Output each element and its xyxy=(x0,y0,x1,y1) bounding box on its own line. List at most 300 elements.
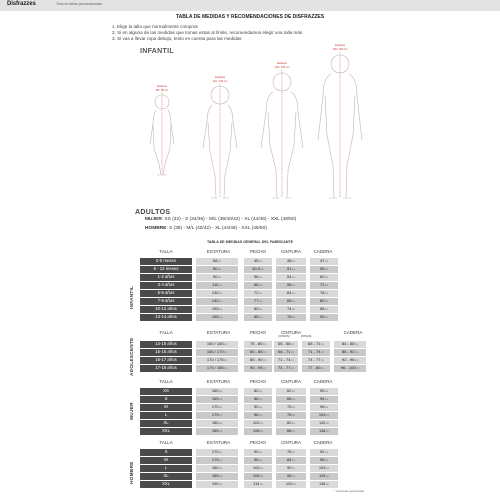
unit-label: cm xyxy=(291,301,295,303)
estatura-cell xyxy=(196,290,238,297)
estatura-cell-value: 130 xyxy=(211,290,219,295)
estatura-cell xyxy=(196,420,238,427)
unit-label: cm xyxy=(217,261,221,263)
side-label-adolescente: ADOLESCENTE xyxy=(130,337,135,376)
table-row xyxy=(140,420,380,427)
table-row xyxy=(140,258,380,265)
pecho-cell xyxy=(244,306,272,313)
col-talla: TALLA xyxy=(159,379,173,384)
unit-label: cm xyxy=(217,277,221,279)
estatura-cell-value: 165 / 170 xyxy=(206,349,224,354)
row-size-label: 15-16 años xyxy=(140,349,192,356)
unit-label: cm xyxy=(324,452,328,454)
infantil-heading: INFANTIL xyxy=(140,48,174,55)
cadera-cell-value: 80 xyxy=(319,298,325,303)
table-header-hombre xyxy=(140,440,380,447)
unit-label: cm xyxy=(259,484,263,486)
row-size-label: XL xyxy=(140,473,192,480)
cintura-cell xyxy=(276,420,306,427)
cadera-cell-value: 78 xyxy=(319,290,325,295)
cintura-cell-value: 90 xyxy=(286,465,292,470)
pecho-cell xyxy=(244,266,272,273)
cadera-cell-value: 104 xyxy=(318,412,326,417)
unit-label: cm xyxy=(291,269,295,271)
cintura-chicas-cell xyxy=(302,349,330,356)
cintura-cell-value: 88 xyxy=(286,428,292,433)
estatura-cell xyxy=(196,465,238,472)
col-estatura: ESTATURA xyxy=(206,440,231,445)
cadera-cell xyxy=(310,412,338,419)
unit-label: cm xyxy=(224,352,228,354)
row-size-label: M xyxy=(140,404,192,411)
col-pecho: PECHO xyxy=(249,249,266,254)
unit-label: cm xyxy=(219,309,223,311)
col-pecho: PECHO xyxy=(249,379,266,384)
row-size-label: XXL xyxy=(140,428,192,435)
cintura-chicas-cell xyxy=(302,357,330,364)
cintura-cell xyxy=(276,258,306,265)
cadera-cell xyxy=(334,341,366,348)
estatura-cell-value: 180 xyxy=(211,465,219,470)
cintura-chicas-cell xyxy=(302,365,330,372)
pecho-cell-value: 86 xyxy=(253,396,259,401)
unit-label: cm xyxy=(291,460,295,462)
estatura-cell xyxy=(196,396,238,403)
cintura-cell xyxy=(276,282,306,289)
pecho-cell-value: 72 xyxy=(253,290,259,295)
cadera-cell-value: 110 xyxy=(319,473,326,478)
cadera-cell xyxy=(310,428,338,435)
unit-label: cm xyxy=(324,407,328,409)
col-estatura: ESTATURA xyxy=(206,249,231,254)
table-row xyxy=(140,396,380,403)
row-size-label: 10-12 años xyxy=(140,306,192,313)
cintura-cell xyxy=(276,298,306,305)
unit-label: cm xyxy=(356,368,360,370)
cadera-cell-value: 90 xyxy=(319,388,325,393)
pecho-cell xyxy=(244,412,272,419)
cintura-cell xyxy=(276,465,306,472)
unit-label: cm xyxy=(262,344,266,346)
pecho-cell xyxy=(244,341,272,348)
table-row xyxy=(140,266,380,273)
side-label-mujer: MUJER xyxy=(130,402,135,420)
unit-label: cm xyxy=(290,344,294,346)
figure-tag-1-line2: 68 / 95 cm xyxy=(155,89,169,92)
row-size-label: 14-15 años xyxy=(140,341,192,348)
unit-label: cm xyxy=(291,415,295,417)
col-cadera: CADERA xyxy=(313,249,333,254)
pecho-cell xyxy=(244,258,272,265)
col-estatura: ESTATURA xyxy=(206,330,231,335)
estatura-cell-value: 175 xyxy=(211,412,219,417)
cintura-chicas-cell-value: 77 - 80 xyxy=(307,365,321,370)
unit-label: cm xyxy=(291,317,295,319)
cintura-chicos-cell xyxy=(274,357,298,364)
estatura-cell-value: 155 xyxy=(211,306,219,311)
col-chicos: (CHICOS) xyxy=(278,335,290,338)
estatura-cell-value: 140 xyxy=(211,298,219,303)
table-row xyxy=(140,349,380,356)
cadera-cell xyxy=(310,282,338,289)
col-chicas: (CHICAS) xyxy=(300,335,312,338)
cintura-cell xyxy=(276,396,306,403)
cintura-chicas-cell-value: 74 - 77 xyxy=(307,357,321,362)
unit-label: cm xyxy=(258,407,262,409)
pecho-cell xyxy=(244,473,272,480)
unit-label: cm xyxy=(224,368,228,370)
pecho-cell-value: 108 xyxy=(252,473,260,478)
cadera-cell-value: 116 xyxy=(319,428,326,433)
unit-label: cm xyxy=(258,261,262,263)
unit-label: cm xyxy=(320,344,324,346)
estatura-cell-value: 185 xyxy=(211,473,219,478)
table-header-infantil xyxy=(140,249,380,256)
footnote: * Contenido aproximado xyxy=(334,489,365,493)
pecho-cell-value: 114 xyxy=(253,481,260,486)
hombre-sizes: S (38) - M/L (40/42) - XL (44/46) - XXL (48/50) xyxy=(169,226,267,231)
row-size-label: 0-6 meses xyxy=(140,258,192,265)
unit-label: cm xyxy=(324,460,328,462)
unit-label: cm xyxy=(324,277,328,279)
cintura-cell-value: 54 xyxy=(286,274,292,279)
estatura-cell-value: 80 xyxy=(212,266,218,271)
cintura-cell xyxy=(276,314,306,321)
pecho-cell-value: 80 - 85 xyxy=(249,349,263,354)
row-size-label: XXL xyxy=(140,481,192,488)
row-size-label: 13-14 años xyxy=(140,314,192,321)
cadera-cell xyxy=(310,388,338,395)
cadera-cell-value: 92 - 96 xyxy=(341,357,355,362)
cadera-cell-value: 116 xyxy=(319,481,326,486)
cintura-chicos-cell-value: 65 - 68 xyxy=(277,341,291,346)
row-size-label: S xyxy=(140,396,192,403)
pecho-cell xyxy=(244,290,272,297)
unit-label: cm xyxy=(262,360,266,362)
unit-label: cm xyxy=(258,415,262,417)
cintura-chicos-cell-value: 71 - 74 xyxy=(277,357,291,362)
cadera-cell xyxy=(310,306,338,313)
cadera-cell-value: 104 xyxy=(318,465,326,470)
unit-label: cm xyxy=(293,484,297,486)
cadera-cell-value: 88 - 92 xyxy=(341,349,355,354)
unit-label: cm xyxy=(258,293,262,295)
table-row xyxy=(140,465,380,472)
unit-label: cm xyxy=(260,423,264,425)
row-size-label: 5-6 años xyxy=(140,290,192,297)
unit-label: cm xyxy=(325,484,329,486)
cadera-cell-value: 92 xyxy=(319,449,325,454)
cadera-cell xyxy=(310,465,338,472)
figure-tag-2-line2: 110 / 130 cm xyxy=(212,80,228,83)
adultos-heading: ADULTOS xyxy=(135,209,171,216)
unit-label: cm xyxy=(219,407,223,409)
table-row xyxy=(140,473,380,480)
col-cadera: CADERA xyxy=(343,330,363,335)
estatura-cell xyxy=(196,365,238,372)
top-bar xyxy=(0,0,500,11)
pecho-cell-value: 45 xyxy=(253,258,259,263)
unit-label: cm xyxy=(258,399,262,401)
cadera-cell xyxy=(310,290,338,297)
cintura-cell xyxy=(276,274,306,281)
unit-label: cm xyxy=(324,317,328,319)
unit-label: cm xyxy=(219,415,223,417)
pecho-cell-value: 90 - 95 xyxy=(249,365,263,370)
pecho-cell-value: 90 xyxy=(253,449,259,454)
cintura-chicos-cell xyxy=(274,341,298,348)
pecho-cell-value: 96 xyxy=(253,457,259,462)
unit-label: cm xyxy=(219,431,223,433)
table-row xyxy=(140,306,380,313)
col-estatura: ESTATURA xyxy=(206,379,231,384)
col-cintura: CINTURA xyxy=(281,379,301,384)
cadera-cell xyxy=(310,266,338,273)
unit-label: cm xyxy=(260,269,264,271)
unit-label: cm xyxy=(260,476,264,478)
figure-tag-4-line1: Estatura xyxy=(335,44,345,47)
col-talla: TALLA xyxy=(159,330,173,335)
estatura-cell xyxy=(196,341,238,348)
unit-label: cm xyxy=(291,407,295,409)
row-size-label: 7-9 años xyxy=(140,298,192,305)
cadera-cell xyxy=(310,481,338,488)
brand-logo[interactable]: Disfrazzes xyxy=(7,1,36,7)
unit-label: cm xyxy=(324,391,328,393)
table-row xyxy=(140,412,380,419)
pecho-cell xyxy=(244,274,272,281)
unit-label: cm xyxy=(260,431,264,433)
unit-label: cm xyxy=(262,352,266,354)
pecho-cell-value: 102 xyxy=(252,420,260,425)
row-size-label: 6 - 12 meses xyxy=(140,266,192,273)
unit-label: cm xyxy=(291,452,295,454)
col-cintura: CINTURA xyxy=(281,249,301,254)
estatura-cell xyxy=(196,274,238,281)
figure-tag-2-line1: Estatura xyxy=(215,76,225,79)
cintura-cell-value: 66 xyxy=(286,396,292,401)
unit-label: cm xyxy=(324,309,328,311)
cintura-chicas-cell xyxy=(302,341,330,348)
unit-label: cm xyxy=(219,391,223,393)
table-row xyxy=(140,365,380,372)
estatura-cell xyxy=(196,412,238,419)
mujer-sizes: XS (32) - S (34/36) - M/L (38/40/42) - XL (44/46) - XXL (48/50) xyxy=(164,217,297,222)
pecho-cell xyxy=(244,428,272,435)
size-table-title: TABLA DE MEDIDAS GENERAL DEL FABRICANTE xyxy=(206,240,294,244)
pecho-cell-value: 75 - 80 xyxy=(249,341,263,346)
row-size-label: L xyxy=(140,465,192,472)
unit-label: cm xyxy=(258,460,262,462)
pecho-cell xyxy=(244,457,272,464)
col-cintura: CINTURA xyxy=(281,440,301,445)
unit-label: cm xyxy=(258,452,262,454)
cadera-cell-value: 88 xyxy=(319,306,325,311)
col-pecho: PECHO xyxy=(249,440,266,445)
cadera-cell-value: 47 xyxy=(319,258,325,263)
cadera-cell xyxy=(310,258,338,265)
figure-tag-3-line1: Estatura xyxy=(277,62,287,65)
table-row xyxy=(140,341,380,348)
col-cadera: CADERA xyxy=(313,379,333,384)
cintura-cell xyxy=(276,412,306,419)
col-cadera: CADERA xyxy=(313,440,333,445)
cintura-chicos-cell xyxy=(274,349,298,356)
unit-label: cm xyxy=(291,285,295,287)
cintura-cell xyxy=(276,428,306,435)
pecho-cell xyxy=(244,396,272,403)
row-size-label: XL xyxy=(140,420,192,427)
table-row xyxy=(140,481,380,488)
col-pecho: PECHO xyxy=(249,330,266,335)
estatura-cell-value: 170 xyxy=(211,404,219,409)
estatura-cell xyxy=(196,314,238,321)
pecho-cell-value: 85 xyxy=(253,314,259,319)
cadera-cell-value: 90 xyxy=(319,314,325,319)
unit-label: cm xyxy=(258,317,262,319)
cintura-cell-value: 78 xyxy=(286,314,292,319)
table-row xyxy=(140,457,380,464)
cintura-cell-value: 102 xyxy=(285,481,293,486)
pecho-cell-value: 96 xyxy=(253,412,259,417)
adultos-hombre-line: HOMBRE: S (38) - M/L (40/42) - XL (44/46) - XXL (48/50) xyxy=(145,226,267,231)
pecho-cell-value: 85 - 90 xyxy=(249,357,263,362)
row-size-label: M xyxy=(140,457,192,464)
estatura-cell-value: 175 / 185 xyxy=(206,365,224,370)
unit-label: cm xyxy=(324,293,328,295)
col-talla: TALLA xyxy=(159,440,173,445)
table-header-mujer xyxy=(140,379,380,386)
pecho-cell-value: 90 xyxy=(253,404,259,409)
cadera-cell xyxy=(334,349,366,356)
cadera-cell-value: 98 xyxy=(319,457,325,462)
estatura-cell xyxy=(196,481,238,488)
side-label-hombre: HOMBRE xyxy=(130,461,135,484)
unit-label: cm xyxy=(291,309,295,311)
estatura-cell-value: 90 xyxy=(212,274,218,279)
step-2: 2. Si en alguna de las medidas que tomas estas al límite, recomendamos elegir una talla más xyxy=(112,30,303,36)
cadera-cell-value: 98 xyxy=(319,404,325,409)
brand-slogan: Todo en tallas personalizadas xyxy=(56,2,103,6)
cintura-cell xyxy=(276,473,306,480)
cintura-cell xyxy=(276,481,306,488)
unit-label: cm xyxy=(354,344,358,346)
estatura-cell-value: 185 xyxy=(211,428,219,433)
cintura-cell-value: 78 xyxy=(286,449,292,454)
unit-label: cm xyxy=(218,285,222,287)
cintura-cell-value: 96 xyxy=(286,473,292,478)
unit-label: cm xyxy=(258,277,262,279)
row-size-label: 16-17 años xyxy=(140,357,192,364)
cintura-cell xyxy=(276,306,306,313)
estatura-cell xyxy=(196,473,238,480)
row-size-label: XS xyxy=(140,388,192,395)
table-row xyxy=(140,298,380,305)
cadera-cell-value: 58 xyxy=(319,266,325,271)
unit-label: cm xyxy=(291,476,295,478)
cintura-chicas-cell-value: 68 - 71 xyxy=(307,341,321,346)
row-size-label: 1-2 años xyxy=(140,274,192,281)
cintura-cell-value: 51 xyxy=(286,266,292,271)
cintura-cell xyxy=(276,404,306,411)
cintura-chicos-cell-value: 68 - 71 xyxy=(277,349,291,354)
unit-label: cm xyxy=(354,360,358,362)
pecho-cell xyxy=(244,420,272,427)
table-row xyxy=(140,404,380,411)
unit-label: cm xyxy=(324,399,328,401)
cintura-chicas-cell-value: 71 - 74 xyxy=(307,349,321,354)
row-size-label: 17-18 años xyxy=(140,365,192,372)
table-row xyxy=(140,290,380,297)
pecho-cell xyxy=(244,357,272,364)
row-size-label: 3-4 años xyxy=(140,282,192,289)
estatura-cell-value: 110 xyxy=(212,282,219,287)
cintura-cell-value: 64 xyxy=(286,290,292,295)
estatura-cell xyxy=(196,306,238,313)
cadera-cell xyxy=(310,449,338,456)
pecho-cell-value: 108 xyxy=(252,428,260,433)
estatura-cell xyxy=(196,349,238,356)
pecho-cell-value: 102 xyxy=(252,465,260,470)
estatura-cell-value: 165 xyxy=(211,396,219,401)
unit-label: cm xyxy=(325,431,329,433)
pecho-cell-value: 56 xyxy=(253,274,259,279)
estatura-cell xyxy=(196,266,238,273)
pecho-cell-value: 50.5 xyxy=(252,266,261,271)
pecho-cell-value: 77 xyxy=(253,298,259,303)
child-figures-illustration xyxy=(120,40,500,205)
cadera-cell xyxy=(310,314,338,321)
unit-label: cm xyxy=(326,468,330,470)
cadera-cell-value: 94 xyxy=(319,396,325,401)
table-row xyxy=(140,357,380,364)
unit-label: cm xyxy=(291,423,295,425)
estatura-cell-value: 160 xyxy=(211,388,219,393)
unit-label: cm xyxy=(324,269,328,271)
pecho-cell xyxy=(244,465,272,472)
unit-label: cm xyxy=(262,368,266,370)
estatura-cell xyxy=(196,298,238,305)
estatura-cell-value: 170 xyxy=(211,449,219,454)
cadera-cell xyxy=(310,404,338,411)
cintura-cell xyxy=(276,449,306,456)
cadera-cell xyxy=(310,473,338,480)
cadera-cell xyxy=(310,298,338,305)
table-row xyxy=(140,314,380,321)
row-size-label: S xyxy=(140,449,192,456)
unit-label: cm xyxy=(219,484,223,486)
cintura-cell xyxy=(276,290,306,297)
cadera-cell xyxy=(334,357,366,364)
cadera-cell xyxy=(310,396,338,403)
unit-label: cm xyxy=(326,415,330,417)
pecho-cell xyxy=(244,481,272,488)
unit-label: cm xyxy=(291,261,295,263)
unit-label: cm xyxy=(320,368,324,370)
hombre-label: HOMBRE xyxy=(145,226,167,231)
unit-label: cm xyxy=(291,431,295,433)
unit-label: cm xyxy=(291,391,295,393)
unit-label: cm xyxy=(260,468,264,470)
estatura-cell-value: 190 xyxy=(211,481,219,486)
unit-label: cm xyxy=(224,344,228,346)
cadera-cell xyxy=(334,365,366,372)
unit-label: cm xyxy=(217,269,221,271)
cadera-cell xyxy=(310,457,338,464)
cadera-cell xyxy=(310,274,338,281)
col-cintura: CINTURA xyxy=(281,330,301,335)
step-1: 1. Elige la talla que normalmente compras xyxy=(112,24,198,29)
